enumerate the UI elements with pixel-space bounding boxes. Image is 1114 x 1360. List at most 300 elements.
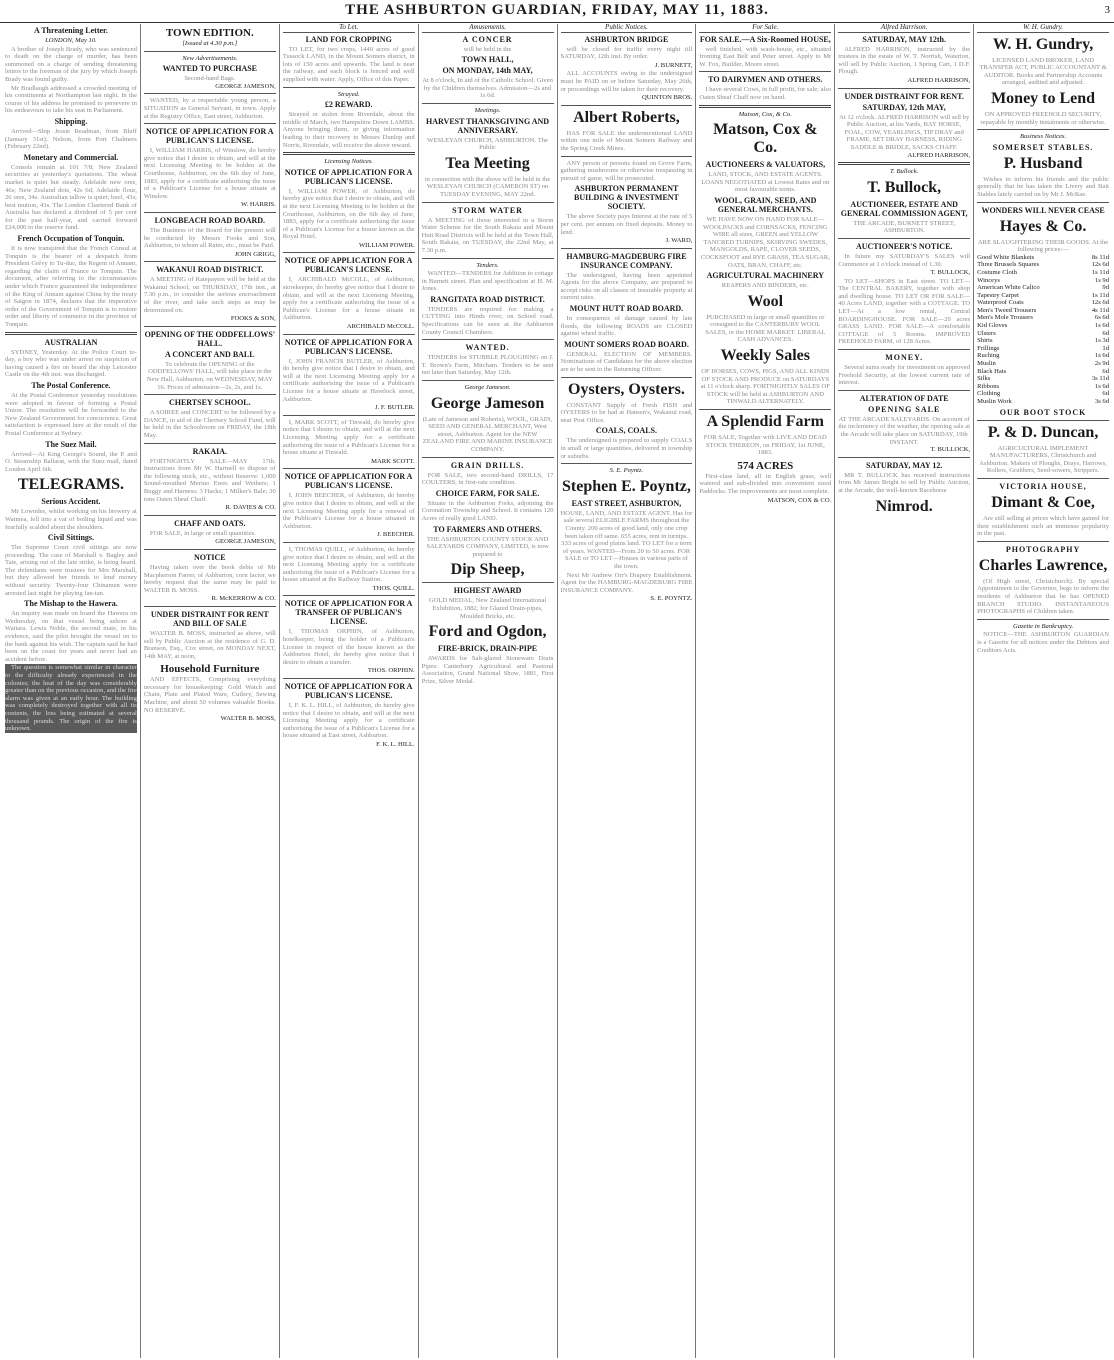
ad-body: TENDERS are required for making a CUTTING into Hinds river, on School road. Specifications can be seen at the Ashburton County Council Chambers.	[421, 305, 554, 336]
divider	[283, 542, 415, 543]
price-row	[977, 360, 1109, 368]
divider	[838, 88, 970, 89]
ad-feature: George Jameson	[430, 394, 545, 412]
advertiser: F. K. L. HILL.	[376, 741, 415, 748]
divider	[422, 103, 554, 104]
advertiser: J. F. BUTLER.	[375, 404, 415, 412]
divider	[977, 202, 1109, 203]
ad-body: In future my SATURDAY'S SALES will Commence at 1 o'clock instead of 1.30.	[838, 252, 971, 268]
advertiser: JOHN GRIGG,	[234, 250, 276, 258]
advertiser: QUINTON BROS.	[641, 94, 693, 102]
price-value: 8s 11d	[1091, 253, 1109, 261]
ad-body: REAPERS AND BINDERS, etc.	[721, 282, 809, 290]
ad-body: LAND, STOCK, AND ESTATE AGENTS. LOANS NEGOTIATED at Lowest Rates and on most favourable terms.	[701, 171, 830, 194]
price-row	[977, 269, 1109, 277]
ad-body: GENERAL ELECTION OF MEMBERS. Nominations of Candidates for the above election are to be sent to the Returning Officer.	[560, 350, 693, 374]
headline: The Mishap to the Hawera.	[24, 599, 118, 609]
price-row	[977, 261, 1109, 269]
divider	[5, 332, 137, 335]
ad-body: NOTICE—THE ASHBURTON GUARDIAN is a Gazette for all notices under the Debtors and Creditors Acts.	[977, 631, 1109, 654]
divider	[283, 678, 415, 679]
ad-body: ALL ACCOUNTS owing to the undersigned must be PAID on or before Saturday, May 26th, or proceedings will be taken for their recovery.	[560, 70, 693, 93]
price-row	[977, 322, 1109, 330]
ad-feature: Oysters, Oysters.	[568, 380, 685, 398]
dateline: LONDON, May 10.	[45, 37, 97, 44]
ad-body: CONSTANT Supply of Fresh FISH and OYSTERS to be had at Hansen's, Wakanui road, near Post Office.	[560, 401, 693, 424]
divider	[838, 349, 970, 350]
divider	[422, 457, 554, 458]
ad-heading: PHOTOGRAPHY	[1005, 544, 1081, 554]
column-header: Alfred Harrison.	[838, 24, 970, 33]
ad-body: Second-hand Bags.	[184, 75, 236, 83]
advertiser: FOOKS & SON,	[230, 315, 276, 323]
price-value: 6d	[1102, 390, 1109, 398]
advertiser: THOS. QUILL.	[372, 584, 415, 592]
headline: A Threatening Letter.	[34, 26, 108, 35]
price-row	[977, 345, 1109, 353]
ad-heading: SATURDAY, MAY 12.	[865, 460, 943, 470]
headline: French Occupation of Tonquin.	[17, 234, 125, 244]
ad-heading: AUCTIONEERS & VALUATORS,	[705, 160, 826, 170]
divider	[144, 515, 276, 516]
ad-heading: HAMBURG-MAGDEBURG FIRE INSURANCE COMPANY.	[566, 251, 687, 270]
price-value: 6d	[1102, 329, 1109, 337]
price-row	[977, 352, 1109, 360]
ad-heading: TOWN HALL,	[461, 55, 514, 65]
divider	[144, 326, 276, 327]
ad-body: THE ARCADE, BURNETT STREET, ASHBURTON.	[853, 219, 956, 235]
price-row	[977, 254, 1109, 262]
ad-feature: Dimant & Coe,	[991, 493, 1095, 511]
ad-heading: OPENING SALE	[868, 404, 941, 414]
ad-body: I, JOHN BEECHER, of Ashburton, do hereby give notice that I desire to obtain, and will at the next Licensing Meeting apply for a renewal of the Publican's License for a house situated in Ashburton.	[282, 492, 415, 530]
advertiser: S. E. POYNTZ.	[650, 595, 693, 603]
divider	[561, 156, 693, 157]
ad-heading: FOR SALE.—A Six-Roomed HOUSE,	[699, 34, 831, 44]
ad-heading: FIRE-BRICK, DRAIN-PIPE	[438, 644, 538, 654]
ad-heading: £2 REWARD.	[324, 100, 373, 110]
ad-body: AT THE ARCADE SALEYARDS. On account of the inclemency of the weather, the opening sale at the Arcade will take place on SATURDAY, 19th INSTANT.	[838, 415, 971, 446]
divider	[838, 390, 970, 391]
column-header: Public Notices.	[561, 24, 693, 33]
faded-article: The question is somewhat similar in character to the difficulty already experienced in the colonies; the heat of the day was considerably greater than on the previous occasion, and the fire alarm was given at an early hour. The building was completely destroyed together with all its contents, the loss being estimated at several thousand pounds. The origin of the fire is unknown.	[5, 664, 137, 733]
divider	[144, 123, 276, 124]
ad-body: ALFRED HARRISON, instructed by the trustees in the estate of W. T. Norrish, Waterton, will sell by Public Auction, 1 Spring Cart, 1 D.F. Plough.	[838, 45, 971, 76]
issue-note: [Issued at 4.30 p.m.]	[182, 40, 238, 47]
divider	[977, 478, 1109, 479]
divider	[422, 582, 554, 583]
divider	[561, 248, 693, 249]
subsection-title: T. Bullock.	[890, 168, 919, 176]
price-value: 6s 6d	[1094, 314, 1109, 322]
advertiser: WALTER B. MOSS,	[220, 715, 276, 723]
price-value: 1s 11d	[1091, 291, 1109, 299]
ad-feature: Charles Lawrence,	[978, 556, 1108, 574]
price-value: 4s 11d	[1091, 306, 1109, 314]
article-body: Mr Lowndes, whilst working on his brewery at Waimea, fell into a vat of boiling liquid and was fearfully scalded about the shoulders.	[5, 508, 137, 531]
price-item: Good White Blankets	[977, 253, 1035, 261]
divider	[144, 394, 276, 395]
ad-heading: UNDER DISTRAINT FOR RENT.	[844, 91, 964, 101]
column-header: For Sale.	[699, 24, 831, 33]
ad-heading: MOUNT HUTT ROAD BOARD.	[569, 304, 684, 314]
article-body: At the Postal Conference yesterday resolutions were adopted in favour of forming a Postal Union. The resolution will be forwarded to the New Zealand Government for concurrence. Great satisfaction is expressed here at the result of the Postal Conference at Sydney.	[5, 391, 137, 437]
price-value: 12s 6d	[1091, 261, 1109, 269]
ad-heading: ALTERATION OF DATE	[859, 393, 949, 403]
article-body: A brother of Joseph Brady, who was sentenced to death on the charge of murder, has been summoned on a charge of sending threatening letters to the foreman of the jury by which Joseph Brady was found guilty.	[5, 45, 137, 83]
ad-body: PURCHASED in large or small quantities or consigned to the CANTERBURY WOOL SALES, or the HOME MARKET. LIBERAL CASH ADVANCES.	[705, 313, 826, 344]
price-item: Muslin	[977, 360, 996, 368]
ad-heading: AUCTIONEER, ESTATE AND GENERAL COMMISSION AGENT,	[840, 199, 968, 218]
price-item: Ruching	[977, 352, 1000, 360]
ad-heading: CHERTSEY SCHOOL.	[168, 398, 251, 408]
divider	[977, 420, 1109, 421]
ad-heading: NOTICE OF APPLICATION FOR A PUBLICAN'S LICENSE.	[146, 127, 274, 146]
ad-heading: LONGBEACH ROAD BOARD.	[154, 215, 266, 225]
price-item: Ulsters	[977, 329, 996, 337]
advertiser: WILLIAM POWER.	[358, 241, 415, 249]
newspaper-title: THE ASHBURTON GUARDIAN, FRIDAY, MAY 11, 1883.	[345, 2, 769, 18]
price-row	[977, 375, 1109, 383]
ad-feature: Albert Roberts,	[573, 108, 680, 126]
ad-body: FORTNIGHTLY SALE—MAY 17th. Instructions from Mr W. Hartnell to dispose of the following stock, etc., without Reserve: 1,000 Sound-mouthed Merino Ewes and Wethers; 1 Buggy and Harness; 3 Hacks; 1 Milker's Bale; 30 tons Oaten Sheaf Chaff.	[143, 457, 276, 503]
ad-body: OF HORSES, COWS, PIGS, AND ALL KINDS OF STOCK AND PRODUCE on SATURDAYS at 11 o'clock sharp. FORTNIGHTLY SALES OF STOCK will be held at ASHBURTON AND TINWALD ALTERNATELY.	[700, 368, 830, 406]
advertiser: J. BEECHER.	[377, 531, 415, 539]
ad-feature: Tea Meeting	[445, 154, 530, 172]
ad-heading: HIGHEST AWARD	[453, 586, 522, 596]
divider	[144, 606, 276, 607]
ad-body: At 12 o'clock. ALFRED HARRISON will sell by Public Auction, at his Yards, BAY HORSE, FOAL, COW, YEARLINGS, TIP DRAY and FRAME, SET DRAY HARNESS, RIDING SADDLE & BRIDLE, SACKS CHAFF.	[839, 113, 970, 151]
price-row	[977, 277, 1109, 285]
headline: AUSTRALIAN	[44, 337, 98, 347]
price-item: Clothing	[977, 390, 1001, 398]
ad-body: (Late of Jameson and Roberts), WOOL, GRAIN, SEED AND GENERAL MERCHANT, West street, Ashburton. Agent for the NEW ZEALAND FIRE AND MARINE INSURANCE COMPANY.	[422, 415, 553, 453]
price-item: Kid Gloves	[977, 322, 1008, 330]
ad-heading: SATURDAY, MAY 12th.	[862, 34, 946, 44]
ad-body: Next Mr Andrew Orr's Drapery Establishment. Agent for the HAMBURG-MAGDEBURG FIRE INSURANCE COMPANY.	[560, 571, 693, 594]
divider	[283, 334, 415, 335]
article-body: SYDNEY, Yesterday. At the Police Court to-day, a boy who was under arrest on suspicion of having caused a fire on board the ship Leicester Castle on the 4th inst. was discharged.	[5, 348, 137, 379]
headline: The Postal Conference.	[31, 380, 111, 390]
column-town-edition	[141, 24, 280, 1358]
divider	[422, 258, 554, 259]
article-body: It is now transpired that the French Consul at Tonquin is the bearer of a despatch from President Grévy to Tu-duc, the Regent of Annam, regarding the claim of France to Tonquin. The document, after referring to the circumstances under which France guaranteed the independence of the King of Annam against China by the treaty of Saigon in 1874, declares that the imperative order of the Government of Tonquin is to restore order and liberty of commerce in the province of Tonquin.	[5, 245, 137, 328]
price-value: 12s 6d	[1091, 299, 1109, 307]
ad-body: I, F. K. L. HILL, of Ashburton, do hereby give notice that I desire to obtain, and will at the next Licensing Meeting apply for a certificate authorising the issue of a Publican's License for a house situated at East street, Ashburton.	[282, 702, 415, 740]
ad-heading: A CONCERT AND BALL	[165, 349, 255, 359]
ad-heading: MONEY.	[885, 353, 924, 363]
subsection-title: Gazette in Bankruptcy.	[1012, 622, 1074, 630]
divider	[422, 339, 554, 340]
divider	[699, 105, 831, 108]
ad-body: Wishes to inform his friends and the public generally that he has taken the Livery and Bait Stables lately carried on by Mr J. McRae.	[977, 175, 1109, 198]
ad-body: THE ASHBURTON COUNTY STOCK AND SALEYARDS COMPANY, LIMITED, is now prepared to	[426, 535, 549, 558]
ad-body: ARE SLAUGHTERING THEIR GOODS. At the following prices:—	[977, 238, 1109, 254]
ad-heading: WANTED TO PURCHASE	[162, 64, 257, 74]
ad-feature: Household Furniture	[160, 663, 260, 676]
subsection-title: S. E. Poyntz.	[609, 467, 644, 475]
ad-heading: WANTED.	[465, 343, 510, 353]
price-item: American White Calico	[977, 284, 1040, 292]
advertiser: ARCHIBALD McCOLL.	[346, 323, 415, 331]
divider	[838, 457, 970, 458]
advertiser: ALFRED HARRISON,	[907, 76, 971, 84]
ad-body: The undersigned is prepared to supply COALS in small or large quantities, delivered in township or suburbs.	[560, 437, 693, 460]
subsection-title: Licensing Notices.	[324, 158, 374, 166]
advertiser: J. WARD,	[665, 237, 693, 245]
price-item: Three Brussels Squares	[977, 261, 1040, 269]
ad-body: I, ARCHIBALD McCOLL, of Ashburton, storekeeper, do hereby give notice that I desire to obtain, and will at the next Licensing Meeting, apply for a certificate authorising the issue of a Publican's License for a house situate in Ashburton.	[282, 276, 415, 322]
price-value: 3s 11d	[1091, 375, 1109, 383]
ad-heading: CHAFF AND OATS.	[174, 518, 246, 528]
ad-body: well finished, with wash-house, etc., situated fronting East Belt and Peter street. Apply to Mr W. Fox, Builder, Moore street.	[699, 45, 832, 68]
ad-heading: AGRICULTURAL MACHINERY	[706, 271, 825, 281]
ad-body: TO LET—SHOPS in East street. TO LET—The CENTRAL BAKERY, together with shop and dwelling house. TO LET OR FOR SALE—40 Acres LAND, together with a COTTAGE. TO LET—At a low rental, Central BOARDINGHOUSE. FOR SALE—20 acres GRASS LAND. FOR SALE—A comfortable COTTAGE of 5 Rooms. IMPROVED FREEHOLD FARM, of 128 Acres.	[838, 277, 971, 346]
ad-feature: Dip Sheep,	[450, 561, 525, 579]
subsection-title: Strayed.	[337, 90, 360, 98]
ad-heading: COALS, COALS.	[595, 426, 657, 436]
ad-heading: WAKANUI ROAD DISTRICT.	[156, 265, 264, 275]
headline: Shipping.	[54, 116, 88, 126]
divider	[699, 409, 831, 410]
divider	[838, 162, 970, 165]
ad-body: WANTED—TENDERS for Addition to cottage in Burnett street. Plan and specification at H. M. Jones.	[421, 270, 554, 293]
ad-body: I, MARK SCOTT, of Tinwald, do hereby give notice that I desire to obtain, and will at the next Licensing Meeting apply for a certificate authorising the issue of a Publican's License for a house situate at Tinwald.	[282, 418, 415, 457]
article-body: The Supreme Court civil sittings are now proceeding. The case of Marshall v. Bagley and Tate, arising out of the late strike, is being heard. The defendants were trustees for Mrs Marshall, but they allowed her friends to lend money without security. Twenty-four Chinamen were arrested last night for playing fan-tan.	[5, 544, 137, 597]
subsection-title: George Jameson.	[464, 384, 511, 392]
ad-heading: VICTORIA HOUSE,	[999, 481, 1087, 491]
ad-feature: 574 ACRES	[737, 459, 794, 472]
price-row	[977, 307, 1109, 315]
column-header: Amusements.	[422, 24, 554, 33]
subsection-title: Business Notices.	[1019, 133, 1067, 141]
ad-feature: Hayes & Co.	[999, 217, 1087, 235]
advertiser: GEORGE JAMESON,	[215, 82, 276, 90]
divider	[283, 468, 415, 469]
price-row	[977, 284, 1109, 292]
ad-heading: TO FARMERS AND OTHERS.	[433, 524, 542, 534]
ad-body: GOLD MEDAL, New Zealand International Exhibition, 1882, for Glazed Drain-pipes, Moulded Bricks, etc.	[428, 597, 547, 620]
ad-body: I, THOMAS ORPHIN, of Ashburton, hotelkeeper, being the holder of a Publican's License in respect of the house known as the Ashburton Hotel, do hereby give notice that I desire to obtain a transfer.	[282, 628, 415, 666]
column-business-notices	[974, 24, 1112, 1358]
column-amusements	[419, 24, 558, 1358]
price-value: 1s 11d	[1091, 268, 1109, 276]
price-value: 2s 9d	[1094, 360, 1109, 368]
price-row	[977, 390, 1109, 398]
column-to-let	[280, 24, 419, 1358]
ad-heading: NOTICE	[194, 552, 226, 562]
ad-body: To celebrate the OPENING of the ODDFELLOWS' HALL, will take place in the New Hall, Ashburton, on WEDNESDAY, MAY 16. Prices of admission—2s, 2s, and 1s.	[146, 360, 273, 391]
advertiser: R. McKERROW & CO.	[211, 595, 276, 603]
ad-body: Several sums ready for investment on approved Freehold Security, at the lowest current rate of interest.	[838, 364, 971, 387]
price-row	[977, 368, 1109, 376]
advertiser: T. BULLOCK,	[930, 269, 971, 277]
ad-body: WE HAVE NOW ON HAND FOR SALE— WOOLPACKS and CORNSACKS, FENCING WIRE all sizes, GREEN and YELLOW TANCRED TURNIPS, SKIRVING SWEDES, MANGOLDS, RAPE, CLOVER SEEDS, COCKSFOOT and RYE GRASS, TEA SUGAR, OATS, BRAN, CHAFF, etc.	[700, 215, 830, 269]
ad-heading: NOTICE OF APPLICATION FOR A PUBLICAN'S LICENSE.	[284, 472, 413, 491]
article-body: Mr Bradlaugh addressed a crowded meeting of his constituents at Northampton last night. In the course of his address he promised to persevere in his endeavours to take his seat in Parliament.	[5, 84, 137, 115]
price-value: 3s 6d	[1094, 398, 1109, 405]
ad-heading: GRAIN DRILLS.	[450, 460, 525, 470]
divider	[699, 71, 831, 72]
ad-body: Having taken over the book debts of Mr Macpherson Farrer, of Ashburton, corn factor, we hereby request that the same may be paid to WALTER B. MOSS.	[143, 563, 276, 594]
masthead	[0, 0, 1114, 23]
article-body: Arrived—At King George's Sound, the P. and O. Steamship Ballarat, with the Suez mail, dated London April 6th.	[5, 450, 137, 473]
ad-body: I have several Cows, in full profit, for sale; also Oaten Sheaf Chaff now on hand.	[699, 86, 832, 101]
divider	[561, 377, 693, 378]
advertiser: W. HARRIS.	[241, 201, 276, 209]
ad-feature: Weekly Sales	[720, 347, 810, 365]
column-header: To Let.	[283, 24, 415, 33]
article-body: Arrived—Ship Jessie Readman, from Bluff (January 31st); Nelson, from Port Chalmers (February 22nd).	[5, 127, 137, 151]
divider	[283, 252, 415, 253]
ad-body: A MEETING of those interested in a Storm Water Scheme for the South Rakaia and Mount Hutt Road Districts will be held at the Town Hall, South Rakaia, on TUESDAY, the 22nd May, at 7.30 p.m.	[421, 216, 554, 254]
ad-heading: OPENING OF THE ODDFELLOWS' HALL.	[144, 329, 276, 348]
column-news	[2, 24, 141, 1358]
ad-feature: Stephen E. Poyntz,	[561, 477, 691, 495]
ad-heading: OUR BOOT STOCK	[999, 407, 1087, 417]
ad-body: LICENSED LAND BROKER, LAND TRANSFER ACT, PUBLIC ACCOUNTANT & AUDITOR. Books and Partnership Accounts arranged, audited and adjusted.	[979, 56, 1107, 87]
ad-heading: EAST STREET, ASHBURTON,	[571, 498, 682, 508]
divider	[144, 93, 276, 94]
ad-heading: HARVEST THANKSGIVING AND ANNIVERSARY.	[426, 116, 550, 135]
ad-body: A MEETING of Ratepayers will be held at the Wakanui School, on THURSDAY, 17th inst., at 7.30 p.m., to consider the serious encroachment of the river, and take such steps as may be determined on.	[143, 276, 276, 314]
price-item: Shirts	[977, 337, 993, 345]
ad-heading: NOTICE OF APPLICATION FOR A PUBLICAN'S LICENSE.	[284, 256, 413, 275]
column-header: W. H. Gundry.	[977, 24, 1109, 33]
ad-body: The Business of the Board for the present will be conducted by Messrs Fooks and Son, Ashburton, to whom all Rates, etc., must be Paid.	[143, 226, 276, 250]
ad-body: A SOIREE and CONCERT to be followed by a DANCE, in aid of the Chertsey School Fund, will be held in the Schoolroom on FRIDAY, the 18th May.	[143, 409, 276, 439]
price-item: Black Hats	[977, 367, 1007, 375]
price-value: 1s 6d	[1094, 352, 1109, 360]
ad-body: will be closed for traffic every night till SATURDAY, 12th inst. By order.	[560, 45, 693, 61]
price-item: Muslin Work	[977, 398, 1012, 405]
price-row	[977, 292, 1109, 300]
ad-body: ANY person or persons found on Grove Farm, gathering mushrooms or otherwise trespassing in pursuit of game, will be prosecuted.	[560, 159, 693, 182]
ad-body: in connection with the above will be held in the WESLEYAN CHURCH (CAMERON ST) on TUESDAY EVENING, MAY 22nd.	[424, 175, 551, 198]
price-value: 1s 9d	[1094, 276, 1109, 284]
ad-heading: NOTICE OF APPLICATION FOR A PUBLICAN'S LICENSE.	[284, 337, 413, 356]
advertiser: J. BURNETT,	[654, 61, 693, 69]
ad-heading: SOMERSET STABLES.	[992, 142, 1094, 152]
page-number: 3	[1104, 4, 1110, 16]
ad-feature: Wool	[747, 292, 784, 310]
divider	[561, 105, 693, 106]
ad-heading: WONDERS WILL NEVER CEASE	[981, 205, 1105, 215]
ad-body: I, JOHN FRANCIS BUTLER, of Ashburton, do hereby give notice that I desire to obtain, and will at the next Licensing Meeting apply for a certificate authorising the issue of a Publican's License for a house situate at Havelock street, Ashburton.	[282, 357, 415, 403]
price-item: Silks	[977, 375, 991, 383]
divider	[283, 415, 415, 416]
ad-heading: WOOL, GRAIN, SEED, AND GENERAL MERCHANTS.	[714, 195, 817, 214]
divider	[144, 51, 276, 52]
ad-heading: LAND FOR CROPPING	[305, 34, 392, 44]
ad-heading: ASHBURTON BRIDGE	[584, 34, 669, 44]
ad-body: FOR SALE, two second-hand DRILLS, 17 COULTERS, in first-rate condition.	[421, 471, 554, 487]
ad-feature: Ford and Ogdon,	[428, 623, 547, 641]
price-value: 1s 6d	[1094, 322, 1109, 330]
ad-body: Situate in the Ashburton Forks, adjoining the Coronation Township and School. It contains 120 Acres of really good LAND.	[421, 499, 554, 522]
ad-body: Strayed or stolen from Riverdale, about the middle of March, two Hampshire Down LAMBS. Anyone bringing them, or giving information leading to their recovery to Messrs Dunlop and Norris, Riverdale, will receive the above reward.	[282, 111, 415, 149]
ad-feature: P. & D. Duncan,	[987, 423, 1099, 441]
headline: The Suez Mail.	[45, 439, 97, 449]
article-body: An inquiry was made on board the Hawera on Wednesday, on that vessel being ashore at Waitara. Lewis Noble, the second mate, in his evidence, said the pilot brought the vessel on to the bank against his wish. The captain said he had been on the coast for years and never had an accident before.	[5, 610, 137, 663]
ad-body: In consequence of damage caused by late floods, the following ROADS are CLOSED against wheel traffic.	[560, 315, 693, 338]
headline: Monetary and Commercial.	[23, 152, 119, 162]
divider	[144, 443, 276, 444]
price-item: Men's Tweed Trousers	[977, 306, 1037, 314]
ad-body: The undersigned, having been appointed Agents for the above Company, are prepared to accept risks on all classes of insurable property at current rates.	[560, 271, 693, 302]
price-item: Tapestry Carpet	[977, 291, 1019, 299]
headline: Civil Sittings.	[47, 533, 95, 543]
subsection-title: Tenders.	[476, 261, 499, 269]
article-body: Consols remain at 101 7/8; New Zealand securities at yesterday's quotations. The wheat market is quiet but steady. Adelaide new ores, 46s; New Zealand dots, 42s 6d; Adelaide flour, 26 ores, 34s. Australian tallow is quiet; beef, 43s; best mutton, 43s. The London Chartered Bank of Australia has declared a dividend of 5 per cent for the past half-year, and carried forward £24,000 to the reserve fund.	[5, 163, 137, 232]
price-item: Winceys	[977, 276, 1000, 284]
ad-feature: A Splendid Farm	[706, 413, 824, 431]
ad-body: MR T. BULLOCK has received instructions from Mr James Bright to sell by Public Auction, at the Arcade, the well-known Racehorse	[838, 471, 971, 494]
advertiser: GEORGE JAMESON,	[215, 538, 276, 546]
ad-heading: MOUNT SOMERS ROAD BOARD.	[564, 339, 689, 349]
ad-body: I, WILLIAM POWER, of Ashburton, do hereby give notice that I desire to obtain, and will at the next Licensing Meeting to be holden at the Courthouse, Ashburton, on the 6th day of June, 1883, apply for a certificate authorising the issue of a Publican's License for a house known as the Royal Hotel.	[282, 187, 415, 241]
price-row	[977, 383, 1109, 391]
advertiser: R. DAVIES & CO.	[225, 504, 276, 512]
price-item: Men's Mole Trousers	[977, 314, 1033, 322]
price-row	[977, 337, 1109, 345]
price-row	[977, 314, 1109, 322]
price-item: Costume Cloth	[977, 268, 1017, 276]
ad-heading: AUCTIONEER'S NOTICE.	[855, 241, 953, 251]
price-item: Frillings	[977, 344, 1000, 352]
ad-body: WALTER B. MOSS, instructed as above, will sell by Public Auction at the residence of G. D. Branson, Esq., Cox street, on MONDAY NEXT, 14th MAY, at noon,	[143, 629, 276, 660]
divider	[144, 261, 276, 262]
divider	[977, 619, 1109, 620]
ad-heading: NOTICE OF APPLICATION FOR A PUBLICAN'S LICENSE.	[284, 167, 413, 186]
ad-feature: Money to Lend	[991, 89, 1096, 107]
ad-heading: CHOICE FARM, FOR SALE.	[435, 488, 540, 498]
price-value: 1d	[1102, 344, 1109, 352]
ad-feature: W. H. Gundry,	[992, 35, 1094, 53]
ad-body: WESLEYAN CHURCH, ASHBURTON. The Public	[427, 136, 548, 152]
ad-heading: NOTICE OF APPLICATION FOR A PUBLICAN'S LICENSE.	[284, 682, 413, 701]
advertiser: T. BULLOCK,	[930, 446, 971, 454]
ad-heading: TO DAIRYMEN AND OTHERS.	[708, 75, 823, 85]
subsection-title: Meetings.	[474, 106, 501, 114]
ad-body: will be held in the	[463, 45, 512, 53]
ad-heading: SATURDAY, 12th MAY,	[862, 102, 946, 112]
ad-body: TENDERS for STUBBLE PLOUGHING on J. T. Brown's Farm, Mitcham. Tenders to be sent not later than Saturday, May 12th.	[421, 354, 554, 377]
ad-heading: STORM WATER	[452, 205, 523, 215]
ad-body: I, THOMAS QUILL, of Ashburton, do hereby give notice that I desire to obtain, and will at the next Licensing Meeting apply for a certificate authorising the issue of a Publican's License for a house situated at the Railway Station.	[282, 545, 415, 584]
price-value: 6d	[1102, 367, 1109, 375]
price-row	[977, 398, 1109, 406]
divider	[422, 202, 554, 203]
advertiser: ALFRED HARRISON,	[907, 151, 971, 159]
headline: Serious Accident.	[41, 497, 101, 507]
column-for-sale	[696, 24, 835, 1358]
column-public-notices	[558, 24, 697, 1358]
ad-feature: T. Bullock,	[867, 178, 942, 196]
ad-heading: UNDER DISTRAINT FOR RENT AND BILL OF SALE	[150, 609, 269, 628]
divider	[283, 595, 415, 596]
price-item: Waterproof Coats	[977, 299, 1024, 307]
ad-body: FOR SALE, in large or small quantities.	[149, 529, 256, 537]
ad-heading: NOTICE OF APPLICATION FOR A TRANSFER OF PUBLICAN'S LICENSE.	[284, 599, 413, 627]
divider	[283, 152, 415, 155]
ad-body: First-class land, all in English grass, well watered and sub-divided into convenient sized Paddocks. The improvements are most complete.	[699, 472, 832, 495]
price-item: Ribbons	[977, 382, 1000, 390]
ad-body: AND EFFECTS, Comprising everything necessary for housekeeping: Gold Watch and Chain, Plate and Plated Ware, Cutlery, Sewing Machine, and about 50 volumes valuable Books. NO RESERVE.	[143, 676, 276, 714]
price-row	[977, 299, 1109, 307]
price-value: 9d	[1102, 284, 1109, 292]
divider	[561, 463, 693, 464]
